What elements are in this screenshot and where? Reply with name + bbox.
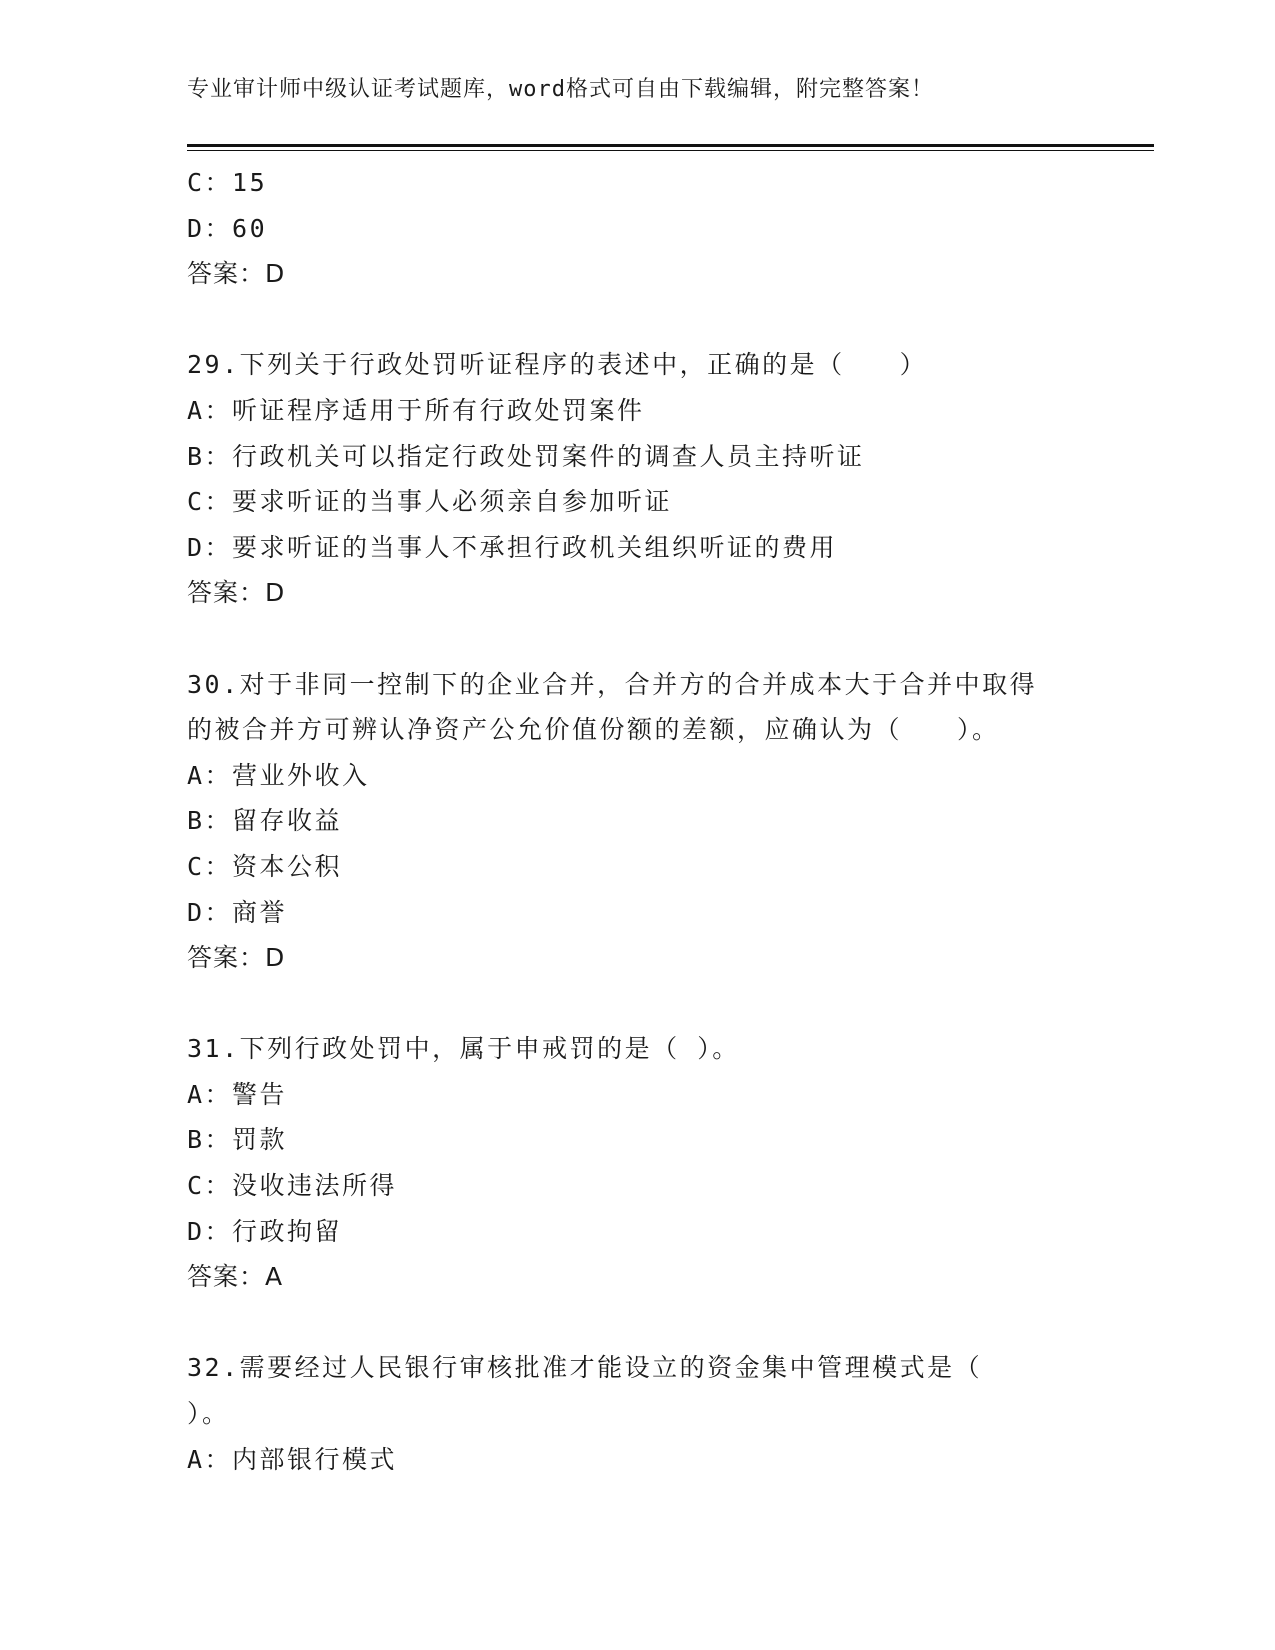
option-d: D：商誉 — [187, 897, 288, 927]
option-d: D：60 — [187, 213, 268, 243]
answer: 答案：D — [187, 259, 286, 289]
question-stem-line-2: 的被合并方可辨认净资产公允价值份额的差额，应确认为（ ）。 — [187, 715, 1000, 745]
option-d: D：要求听证的当事人不承担行政机关组织听证的费用 — [187, 532, 838, 562]
option-c: C：要求听证的当事人必须亲自参加听证 — [187, 487, 673, 517]
option-b: B：罚款 — [187, 1125, 288, 1155]
question-28-continued — [187, 160, 1087, 297]
question-stem: 31.下列行政处罚中，属于申戒罚的是（ ）。 — [187, 1034, 740, 1064]
option-b: B：留存收益 — [187, 806, 343, 836]
question-stem-line-2: ）。 — [187, 1399, 230, 1429]
option-c: C：资本公积 — [187, 851, 343, 881]
option-c: C：15 — [187, 168, 268, 197]
header-divider-thick — [187, 144, 1154, 147]
header-divider-thin — [187, 150, 1154, 151]
question-31 — [187, 1026, 1087, 1300]
question-list — [187, 160, 1087, 1482]
question-stem-line-1: 32.需要经过人民银行审核批准才能设立的资金集中管理模式是（ — [187, 1353, 983, 1383]
answer: 答案：A — [187, 1262, 284, 1292]
option-a: A：内部银行模式 — [187, 1444, 398, 1474]
question-30 — [187, 662, 1087, 981]
option-a: A：营业外收入 — [187, 760, 370, 790]
option-d: D：行政拘留 — [187, 1216, 343, 1246]
option-a: A：听证程序适用于所有行政处罚案件 — [187, 395, 645, 425]
question-29 — [187, 342, 1087, 616]
question-stem: 29.下列关于行政处罚听证程序的表述中，正确的是（ ） — [187, 350, 928, 380]
question-32 — [187, 1345, 1087, 1482]
option-c: C：没收违法所得 — [187, 1171, 398, 1201]
page-header: 专业审计师中级认证考试题库，word格式可自由下载编辑，附完整答案！ — [187, 77, 934, 102]
question-stem-line-1: 30.对于非同一控制下的企业合并，合并方的合并成本大于合并中取得 — [187, 669, 1038, 699]
answer: 答案：D — [187, 943, 286, 973]
option-a: A：警告 — [187, 1079, 288, 1109]
option-b: B：行政机关可以指定行政处罚案件的调查人员主持听证 — [187, 441, 865, 471]
answer: 答案：D — [187, 578, 286, 608]
